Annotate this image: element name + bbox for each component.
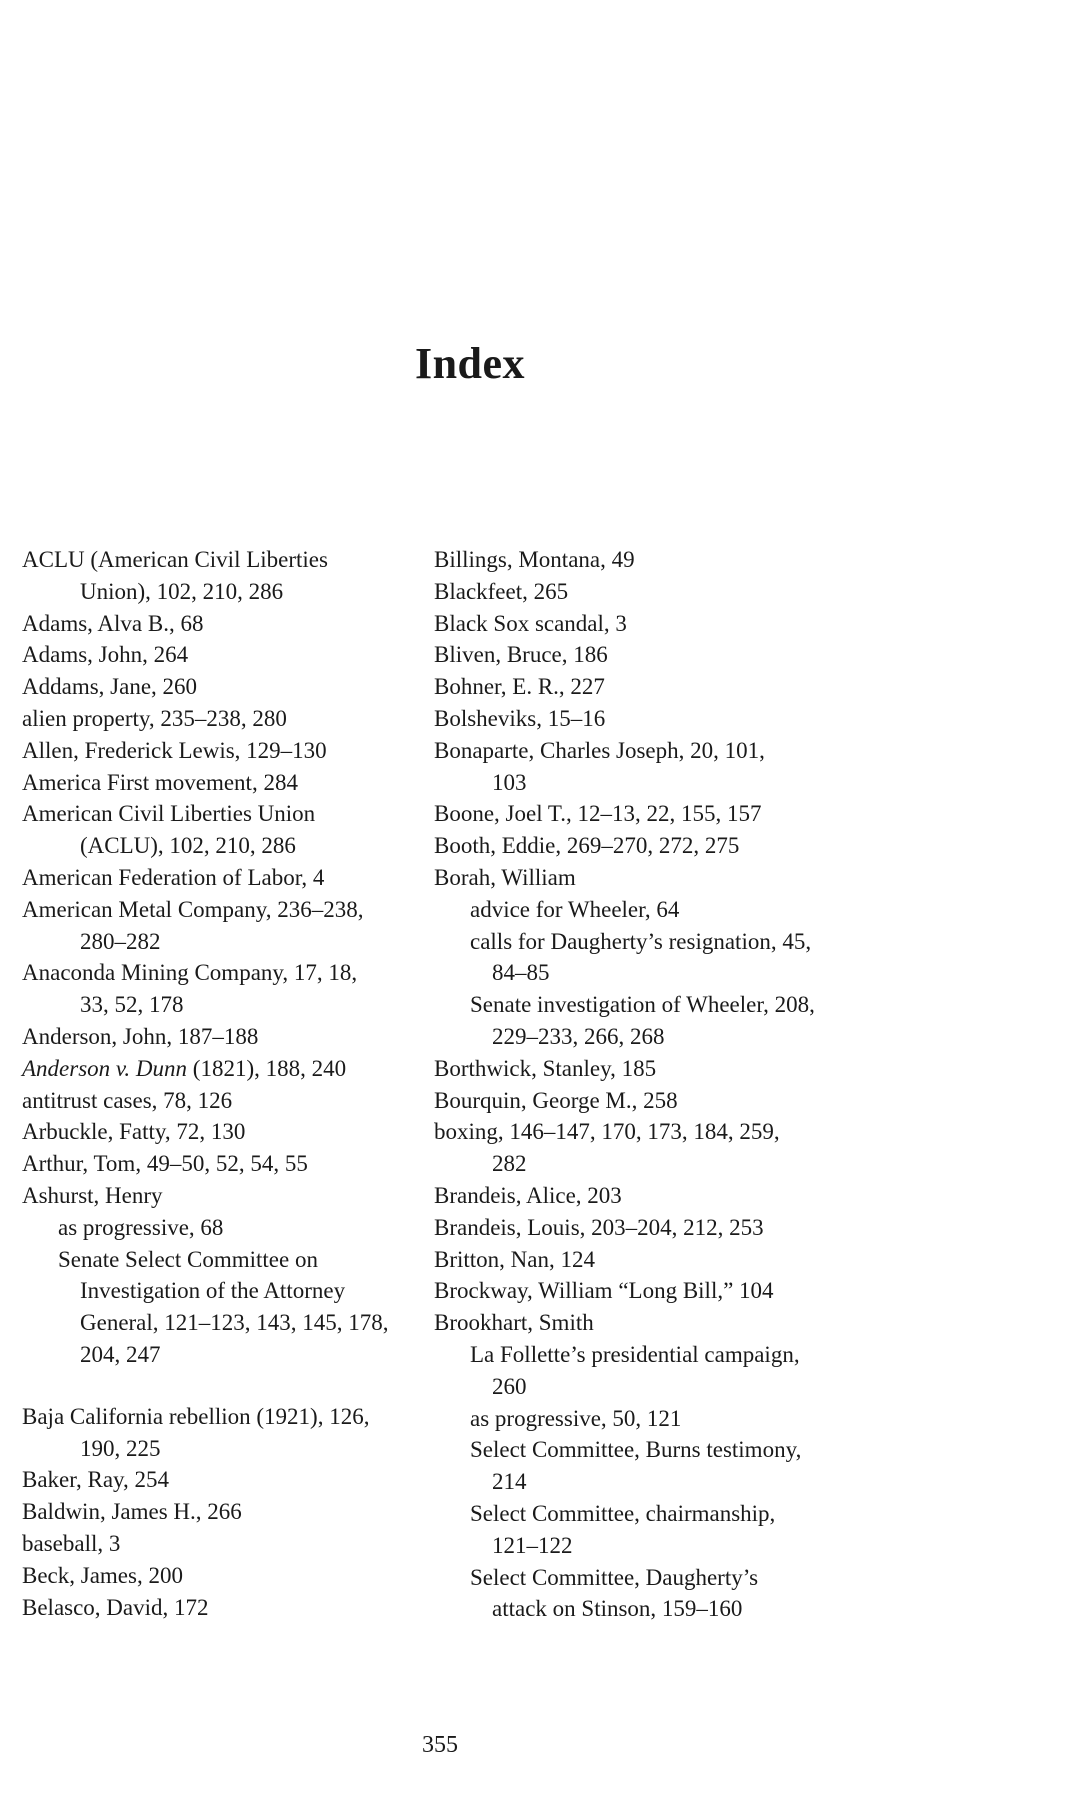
index-entry: Baja California rebellion (1921), 126, [22,1403,370,1429]
index-subentry: 190, 225 [80,1435,161,1461]
index-entry: Baldwin, James H., 266 [22,1499,242,1525]
index-entry: Bolsheviks, 15–16 [434,705,606,731]
index-entry: Adams, Alva B., 68 [22,610,204,636]
index-entry: Black Sox scandal, 3 [434,610,627,636]
index-entry: Bonaparte, Charles Joseph, 20, 101, [434,737,765,763]
index-subentry: Senate investigation of Wheeler, 208, [470,992,815,1018]
index-column-right [434,544,904,1625]
index-entry: Brandeis, Louis, 203–204, 212, 253 [434,1214,764,1240]
index-subentry: 260 [492,1373,527,1399]
index-entry: Arthur, Tom, 49–50, 52, 54, 55 [22,1151,308,1177]
index-subentry: Investigation of the Attorney [80,1278,346,1304]
index-subentry: 280–282 [80,928,161,954]
index-entry-pages: (1821), 188, 240 [187,1055,347,1081]
index-column-left [22,544,452,1623]
index-entry: Britton, Nan, 124 [434,1246,595,1272]
index-entry: Blackfeet, 265 [434,578,569,604]
index-entry: Bourquin, George M., 258 [434,1087,678,1113]
page-title: Index [414,339,526,388]
index-entry: alien property, 235–238, 280 [22,705,287,731]
index-entry: baseball, 3 [22,1530,121,1556]
index-entry: Belasco, David, 172 [22,1594,209,1620]
index-subentry: Select Committee, Daugherty’s [470,1564,759,1590]
index-entry: Ashurst, Henry [22,1182,163,1208]
index-entry [22,1053,452,1085]
index-subentry: General, 121–123, 143, 145, 178, [80,1310,389,1336]
index-subentry: advice for Wheeler, 64 [470,896,680,922]
index-entry: antitrust cases, 78, 126 [22,1087,233,1113]
index-entry-italic-title: Anderson v. Dunn [22,1055,188,1081]
index-subentry: 214 [492,1469,527,1495]
index-entry: Beck, James, 200 [22,1562,183,1588]
index-subentry: as progressive, 50, 121 [470,1405,682,1431]
index-subentry: 229–233, 266, 268 [492,1023,665,1049]
index-entry: Borthwick, Stanley, 185 [434,1055,657,1081]
index-entry: Booth, Eddie, 269–270, 272, 275 [434,833,740,859]
index-entry: Adams, John, 264 [22,642,189,668]
index-subentry: 33, 52, 178 [80,992,184,1018]
index-subentry: 204, 247 [80,1341,161,1367]
index-entry: Anaconda Mining Company, 17, 18, [22,960,358,986]
index-entry: Bliven, Bruce, 186 [434,642,608,668]
index-subentry: Select Committee, chairmanship, [470,1500,776,1526]
index-entry: American Federation of Labor, 4 [22,864,325,890]
index-subentry: 282 [492,1151,527,1177]
index-entry: Brockway, William “Long Bill,” 104 [434,1278,774,1304]
index-entry: Boone, Joel T., 12–13, 22, 155, 157 [434,801,762,827]
index-subentry: attack on Stinson, 159–160 [492,1596,743,1622]
index-subentry: as progressive, 68 [58,1214,224,1240]
index-subentry: Select Committee, Burns testimony, [470,1437,802,1463]
page-number: 355 [422,1732,458,1758]
index-entry: Anderson, John, 187–188 [22,1023,259,1049]
index-entry: Brandeis, Alice, 203 [434,1182,622,1208]
index-entry: Brookhart, Smith [434,1310,594,1336]
index-subentry: 84–85 [492,960,550,986]
index-subentry: 103 [492,769,527,795]
index-entry: America First movement, 284 [22,769,298,795]
index-entry: Baker, Ray, 254 [22,1467,170,1493]
index-entry: boxing, 146–147, 170, 173, 184, 259, [434,1119,780,1145]
index-subentry: La Follette’s presidential campaign, [470,1341,800,1367]
index-subentry: Senate Select Committee on [58,1246,318,1272]
index-subentry: Union), 102, 210, 286 [80,578,284,604]
index-entry: Arbuckle, Fatty, 72, 130 [22,1119,246,1145]
index-entry: American Civil Liberties Union [22,801,316,827]
index-entry: American Metal Company, 236–238, [22,896,364,922]
index-entry: Billings, Montana, 49 [434,547,635,572]
index-subentry: 121–122 [492,1532,573,1558]
index-entry: Addams, Jane, 260 [22,674,198,700]
index-entry: Bohner, E. R., 227 [434,674,605,700]
index-entry: ACLU (American Civil Liberties [22,547,328,572]
index-entry: Borah, William [434,864,576,890]
index-subentry: (ACLU), 102, 210, 286 [80,833,296,859]
index-subentry: calls for Daugherty’s resignation, 45, [470,928,812,954]
index-entry: Allen, Frederick Lewis, 129–130 [22,737,327,763]
